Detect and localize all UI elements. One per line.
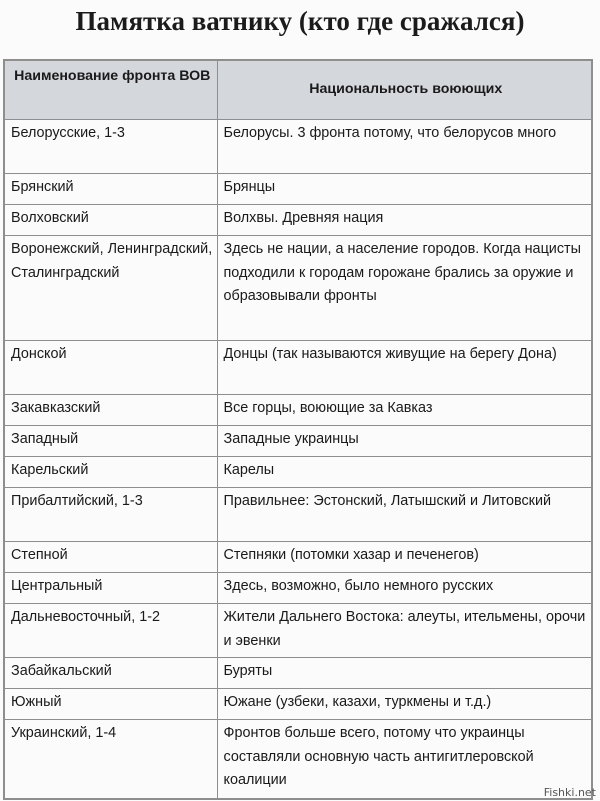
front-name-cell: Южный [4, 689, 217, 720]
front-name-cell: Волховский [4, 205, 217, 236]
front-name-cell: Забайкальский [4, 658, 217, 689]
nationality-cell: Донцы (так называются живущие на берегу Дона) [217, 341, 592, 395]
table-row [4, 604, 592, 658]
front-name-cell: Донской [4, 341, 217, 395]
nationality-cell: Здесь не нации, а население городов. Когда нацисты подходили к городам горожане брались за оружие и образовывали фронты [217, 236, 592, 341]
table-row [4, 542, 592, 573]
front-name-cell: Белорусские, 1-3 [4, 120, 217, 174]
table-row [4, 341, 592, 395]
nationality-cell: Южане (узбеки, казахи, туркмены и т.д.) [217, 689, 592, 720]
front-name-cell: Прибалтийский, 1-3 [4, 488, 217, 542]
table-row [4, 720, 592, 799]
fronts-table [3, 59, 593, 800]
front-name-cell: Украинский, 1-4 [4, 720, 217, 799]
table-row [4, 236, 592, 341]
nationality-cell: Степняки (потомки хазар и печенегов) [217, 542, 592, 573]
front-name-cell: Западный [4, 426, 217, 457]
front-name-cell: Степной [4, 542, 217, 573]
table-row [4, 689, 592, 720]
front-name-cell: Карельский [4, 457, 217, 488]
nationality-cell: Правильнее: Эстонский, Латышский и Литовский [217, 488, 592, 542]
front-name-cell: Воронежский, Ленинградский, Сталинградский [4, 236, 217, 341]
table-row [4, 426, 592, 457]
front-name-cell: Дальневосточный, 1-2 [4, 604, 217, 658]
front-name-cell: Центральный [4, 573, 217, 604]
table-header-row [4, 60, 592, 120]
nationality-cell: Буряты [217, 658, 592, 689]
nationality-cell: Карелы [217, 457, 592, 488]
table-row [4, 174, 592, 205]
table-row [4, 205, 592, 236]
nationality-cell: Брянцы [217, 174, 592, 205]
nationality-cell: Белорусы. 3 фронта потому, что белорусов много [217, 120, 592, 174]
nationality-cell: Фронтов больше всего, потому что украинцы составляли основную часть антигитлеровской коалиции [217, 720, 592, 799]
table-row [4, 488, 592, 542]
table-row [4, 120, 592, 174]
table-row [4, 658, 592, 689]
nationality-cell: Западные украинцы [217, 426, 592, 457]
nationality-cell: Здесь, возможно, было немного русских [217, 573, 592, 604]
front-name-cell: Брянский [4, 174, 217, 205]
watermark: Fishki.net [543, 786, 596, 799]
table-row [4, 573, 592, 604]
nationality-cell: Все горцы, воюющие за Кавказ [217, 395, 592, 426]
page-title: Памятка ватнику (кто где сражался) [75, 6, 525, 36]
nationality-cell: Жители Дальнего Востока: алеуты, ительмены, орочи и эвенки [217, 604, 592, 658]
header-nationality: Национальность воюющих [217, 60, 592, 120]
nationality-cell: Волхвы. Древняя нация [217, 205, 592, 236]
front-name-cell: Закавказский [4, 395, 217, 426]
table-row [4, 457, 592, 488]
header-front-name: Наименование фронта ВОВ [4, 60, 217, 120]
table-row [4, 395, 592, 426]
